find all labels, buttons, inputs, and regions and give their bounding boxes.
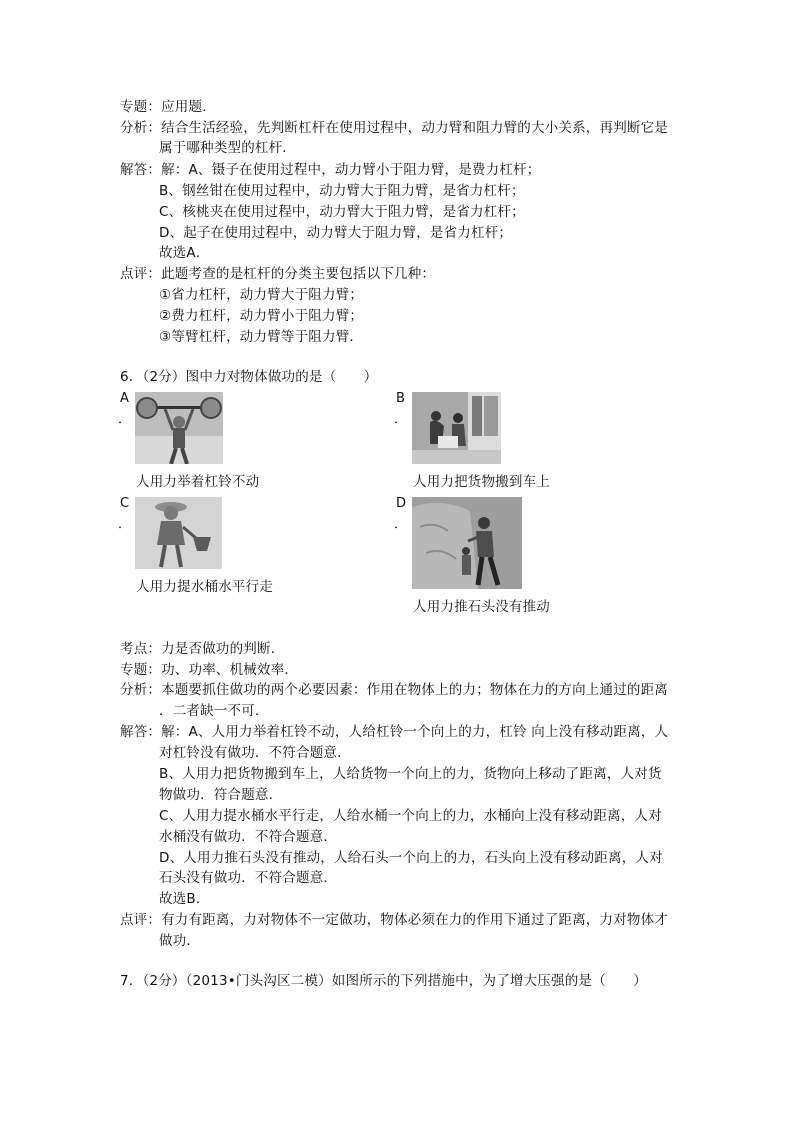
answer-line: B、人用力把货物搬到车上，人给货物一个向上的力，货物向上移动了距离，人对货 <box>159 766 662 782</box>
answer-line: 石头没有做功．不符合题意． <box>159 870 338 886</box>
answer-line: 解答：解：A、人用力举着杠铃不动，人给杠铃一个向上的力，杠铃 向上没有移动距离，人 <box>120 724 669 740</box>
answer-line: 水桶没有做功．不符合题意． <box>159 829 338 845</box>
comment-line: 点评：此题考查的是杠杆的分类主要包括以下几种： <box>120 266 436 282</box>
analysis-line: 分析：结合生活经验，先判断杠杆在使用过程中，动力臂和阻力臂的大小关系，再判断它是 <box>120 120 668 136</box>
analysis-line: ．二者缺一不可． <box>159 703 269 719</box>
answer-line: 物做功．符合题意． <box>159 787 283 803</box>
answer-line: D、人用力推石头没有推动，人给石头一个向上的力，石头向上没有移动距离，人对 <box>159 850 663 866</box>
topic-line: 专题：功、功率、机械效率． <box>120 662 299 678</box>
rock-pushing-photo <box>412 497 522 589</box>
option-d-letter: D <box>396 496 407 511</box>
answer-line: 故选A． <box>159 245 210 261</box>
analysis-line: 属于哪种类型的杠杆． <box>159 140 296 156</box>
cargo-loading-photo <box>412 392 501 464</box>
option-c-dot: ． <box>118 517 132 532</box>
option-a-caption: 人用力举着杠铃不动 <box>136 474 260 490</box>
option-c-letter: C <box>120 496 130 511</box>
comment-line: 做功． <box>159 933 201 949</box>
comment-line: ②费力杠杆，动力臂小于阻力臂； <box>159 308 364 324</box>
option-a-letter: A <box>120 391 129 406</box>
option-d-caption: 人用力推石头没有推动 <box>413 599 550 615</box>
comment-line: ①省力杠杆，动力臂大于阻力臂； <box>159 287 364 303</box>
option-b-dot: ． <box>394 412 408 427</box>
option-c-caption: 人用力提水桶水平行走 <box>136 579 273 595</box>
kaodian-line: 考点：力是否做功的判断． <box>120 641 285 657</box>
answer-line: D、起子在使用过程中，动力臂大于阻力臂，是省力杠杆； <box>159 225 513 241</box>
weightlifter-photo <box>135 392 223 464</box>
bucket-carrier-photo <box>135 497 222 569</box>
rock-pushing-illustration <box>412 497 522 589</box>
answer-line: 故选B． <box>159 891 210 907</box>
option-b-letter: B <box>396 391 405 406</box>
analysis-line: 分析：本题要抓住做功的两个必要因素：作用在物体上的力；物体在力的方向上通过的距离 <box>120 682 668 698</box>
answer-line: C、核桃夹在使用过程中，动力臂大于阻力臂，是省力杠杆； <box>159 204 525 220</box>
option-a-dot: ． <box>118 412 132 427</box>
option-d-dot: ． <box>394 517 408 532</box>
cargo-loading-illustration <box>412 392 501 464</box>
answer-line: 对杠铃没有做功．不符合题意． <box>159 745 351 761</box>
answer-line: 解答：解：A、镊子在使用过程中，动力臂小于阻力臂，是费力杠杆； <box>120 162 541 178</box>
option-b-caption: 人用力把货物搬到车上 <box>413 474 550 490</box>
comment-line: ③等臂杠杆，动力臂等于阻力臂． <box>159 329 364 345</box>
question-stem: 7．（2分）（2013•门头沟区二模）如图所示的下列措施中，为了增大压强的是（ ） <box>120 973 647 989</box>
answer-line: B、钢丝钳在使用过程中，动力臂大于阻力臂，是省力杠杆； <box>159 183 525 199</box>
comment-line: 点评：有力有距离，力对物体不一定做功，物体必须在力的作用下通过了距离，力对物体才 <box>120 912 668 928</box>
bucket-carrier-illustration <box>135 497 222 569</box>
answer-line: C、人用力提水桶水平行走，人给水桶一个向上的力，水桶向上没有移动距离，人对 <box>159 808 662 824</box>
weightlifter-illustration <box>135 392 223 464</box>
question-stem: 6．（2分）图中力对物体做功的是（ ） <box>120 369 378 385</box>
topic-line: 专题：应用题． <box>120 99 216 115</box>
